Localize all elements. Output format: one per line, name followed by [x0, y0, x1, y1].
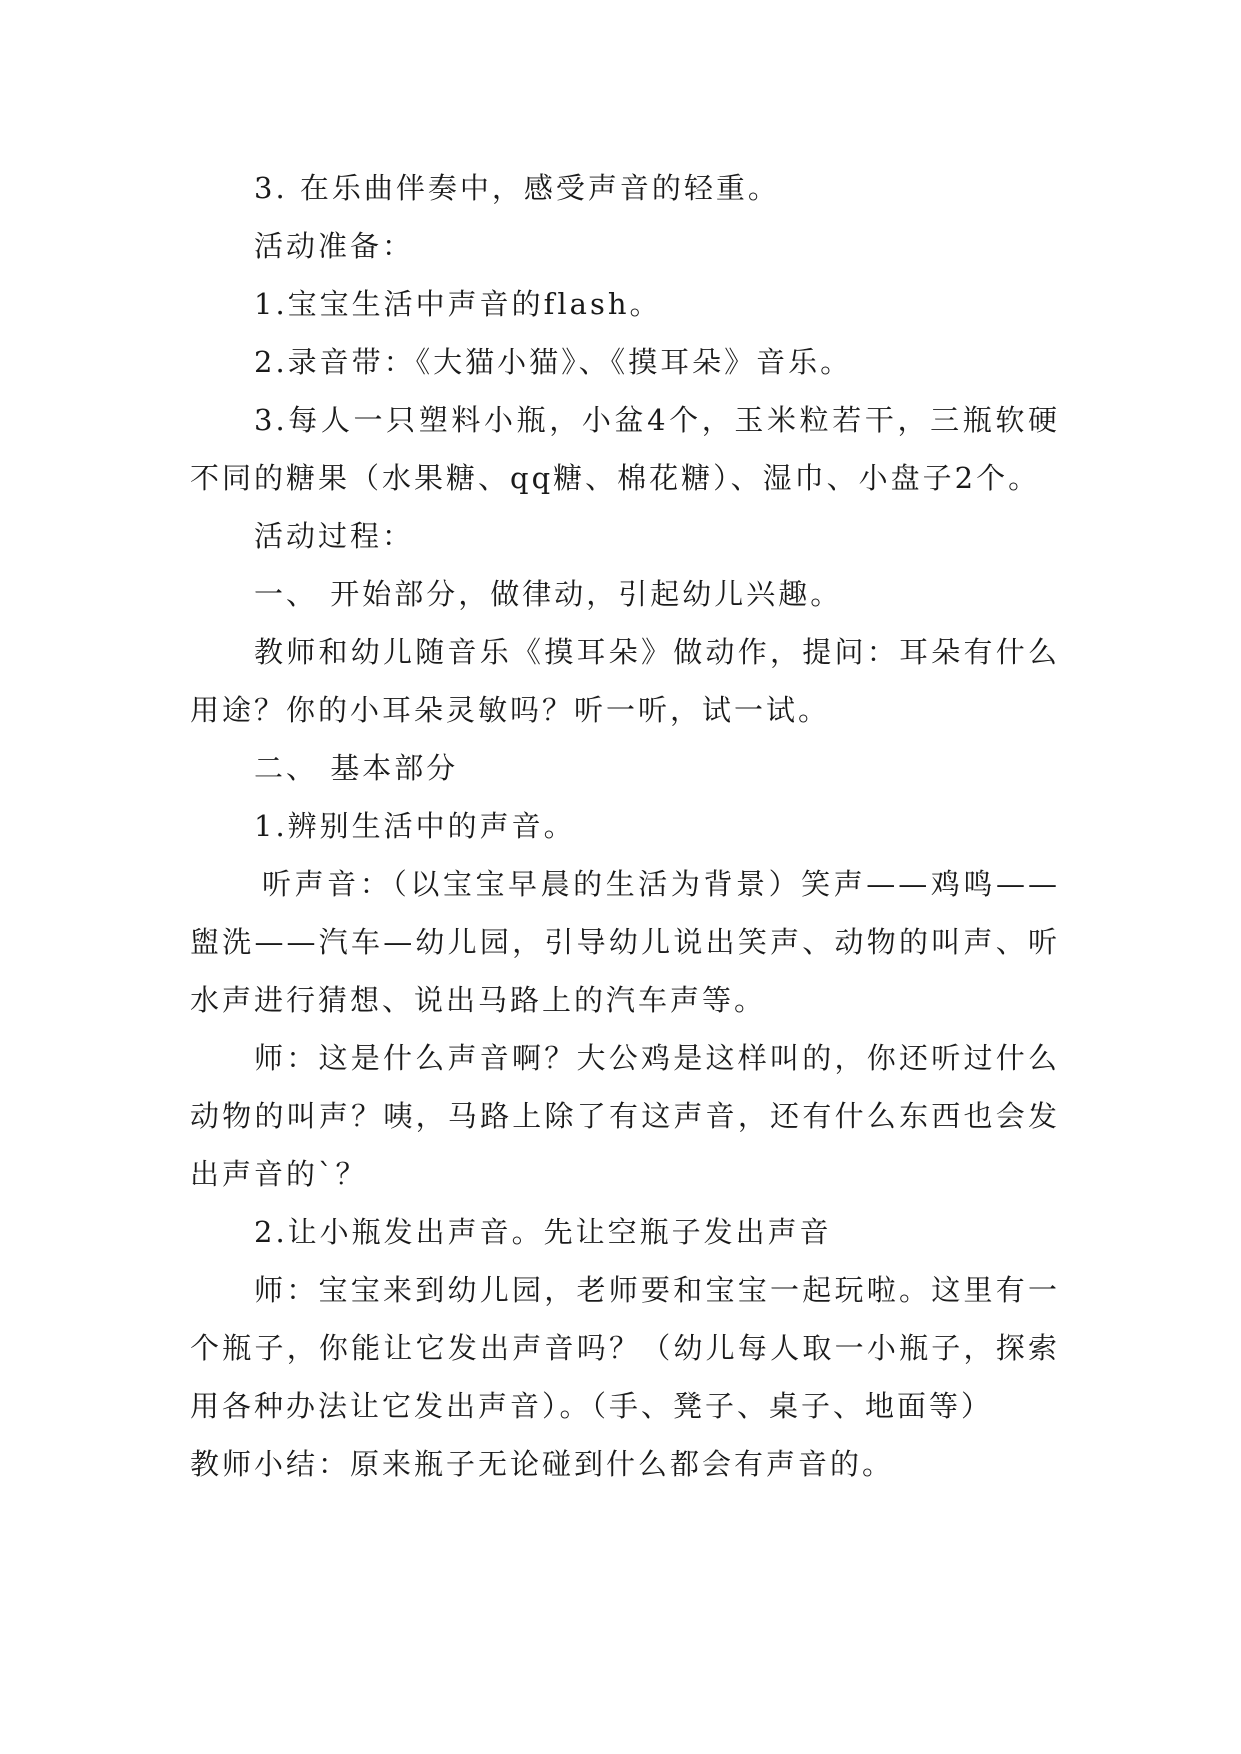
- section-2-title: 二、 基本部分: [254, 751, 459, 785]
- document-body: [190, 159, 1060, 1493]
- objective-3: 3. 在乐曲伴奏中，感受声音的轻重。: [254, 171, 780, 205]
- step-1-title: 1.辨别生活中的声音。: [254, 809, 576, 843]
- step-1-teacher: 师：这是什么声音啊？大公鸡是这样叫的，你还听过什么动物的叫声？咦，马路上除了有这声音，还有什么东西也会发出声音的`？: [190, 1041, 1060, 1191]
- section-1-body: 教师和幼儿随音乐《摸耳朵》做动作，提问：耳朵有什么用途？你的小耳朵灵敏吗？听一听，试一试。: [190, 635, 1060, 727]
- preparation-item-1: 1.宝宝生活中声音的flash。: [254, 287, 662, 321]
- preparation-item-2: 2.录音带：《大猫小猫》、《摸耳朵》音乐。: [254, 345, 853, 379]
- heading-process: 活动过程：: [254, 519, 415, 553]
- step-2-title: 2.让小瓶发出声音。先让空瓶子发出声音: [254, 1215, 832, 1249]
- section-1-title: 一、 开始部分，做律动，引起幼儿兴趣。: [254, 577, 843, 611]
- step-2-teacher: 师：宝宝来到幼儿园，老师要和宝宝一起玩啦。这里有一个瓶子，你能让它发出声音吗？（幼儿每人取一小瓶子，探索用各种办法让它发出声音）。（手、凳子、桌子、地面等）: [190, 1273, 1060, 1423]
- preparation-item-3: 3.每人一只塑料小瓶，小盆4个，玉米粒若干，三瓶软硬不同的糖果（水果糖、qq糖、棉花糖）、湿巾、小盘子2个。: [190, 403, 1060, 495]
- teacher-summary: 教师小结：原来瓶子无论碰到什么都会有声音的。: [190, 1447, 895, 1481]
- step-1-listen: 听声音：（以宝宝早晨的生活为背景）笑声——鸡鸣——盥洗——汽车—幼儿园，引导幼儿说出笑声、动物的叫声、听水声进行猜想、说出马路上的汽车声等。: [190, 867, 1060, 1017]
- heading-preparation: 活动准备：: [254, 229, 415, 263]
